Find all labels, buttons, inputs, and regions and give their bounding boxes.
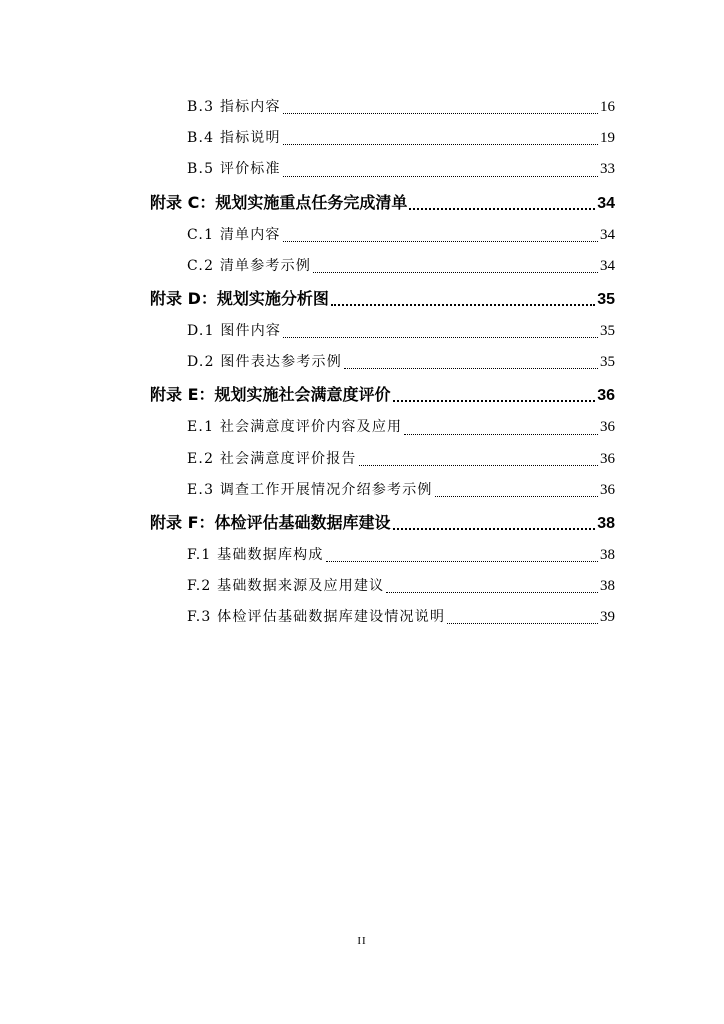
dot-leader bbox=[283, 144, 598, 145]
toc-entry[interactable] bbox=[150, 123, 615, 154]
toc-entry[interactable] bbox=[150, 251, 615, 282]
toc-entry-title: D.1 图件内容 bbox=[187, 322, 282, 339]
toc-section-title: 附录 E：规划实施社会满意度评价 bbox=[150, 385, 391, 405]
page-number: II bbox=[357, 935, 367, 947]
dot-leader bbox=[435, 496, 598, 497]
toc-entry-page: 35 bbox=[600, 354, 615, 371]
dot-leader bbox=[447, 623, 598, 624]
toc-entry-title: B.3 指标内容 bbox=[187, 99, 281, 115]
toc-section[interactable] bbox=[150, 506, 615, 540]
toc-entry-title: E.2 社会满意度评价报告 bbox=[187, 450, 357, 467]
toc-entry-title: E.3 调查工作开展情况介绍参考示例 bbox=[187, 481, 433, 498]
toc-entry-page: 34 bbox=[600, 257, 615, 274]
dot-leader bbox=[404, 434, 598, 435]
dot-leader bbox=[393, 400, 596, 402]
toc-section-page: 36 bbox=[597, 387, 615, 405]
dot-leader bbox=[409, 208, 595, 210]
toc-entry-page: 36 bbox=[600, 481, 615, 498]
toc-section-title: 附录 D：规划实施分析图 bbox=[150, 288, 329, 308]
toc-entry[interactable] bbox=[150, 92, 615, 123]
toc-entry[interactable] bbox=[150, 571, 615, 602]
toc-entry-page: 34 bbox=[600, 226, 615, 243]
toc-section-page: 35 bbox=[597, 290, 615, 308]
toc-entry-title: B.5 评价标准 bbox=[187, 161, 281, 178]
dot-leader bbox=[283, 113, 598, 114]
toc-entry[interactable] bbox=[150, 347, 615, 378]
toc-entry-title: C.1 清单内容 bbox=[187, 226, 281, 243]
dot-leader bbox=[331, 304, 595, 306]
toc-entry[interactable] bbox=[150, 220, 615, 251]
toc-section-title: 附录 F：体检评估基础数据库建设 bbox=[150, 512, 391, 532]
toc-entry-page: 39 bbox=[600, 609, 615, 626]
dot-leader bbox=[386, 592, 598, 593]
dot-leader bbox=[393, 528, 596, 530]
dot-leader bbox=[283, 241, 598, 242]
toc-entry-title: E.1 社会满意度评价内容及应用 bbox=[187, 419, 403, 436]
toc-entry-title: C.2 清单参考示例 bbox=[187, 257, 312, 274]
toc-entry-page: 35 bbox=[600, 322, 615, 339]
toc-entry-page: 38 bbox=[600, 578, 615, 595]
toc-entry[interactable] bbox=[150, 475, 615, 506]
toc-entry-page: 33 bbox=[600, 161, 615, 178]
dot-leader bbox=[283, 176, 598, 177]
toc-section-page: 38 bbox=[597, 514, 615, 532]
toc-section[interactable] bbox=[150, 378, 615, 412]
toc-entry[interactable] bbox=[150, 154, 615, 185]
toc-section-title: 附录 C：规划实施重点任务完成清单 bbox=[150, 192, 408, 212]
table-of-contents bbox=[150, 92, 615, 633]
toc-section-page: 34 bbox=[597, 194, 615, 212]
dot-leader bbox=[326, 561, 598, 562]
toc-entry[interactable] bbox=[150, 602, 615, 633]
toc-entry-page: 19 bbox=[600, 130, 615, 147]
toc-section[interactable] bbox=[150, 186, 615, 220]
dot-leader bbox=[313, 272, 598, 273]
toc-entry[interactable] bbox=[150, 540, 615, 571]
toc-entry-title: F.1 基础数据库构成 bbox=[187, 546, 324, 563]
dot-leader bbox=[344, 368, 598, 369]
toc-entry-page: 38 bbox=[600, 546, 615, 563]
toc-entry-title: F.3 体检评估基础数据库建设情况说明 bbox=[187, 609, 446, 626]
toc-entry-title: B.4 指标说明 bbox=[187, 130, 281, 147]
toc-entry[interactable] bbox=[150, 412, 615, 443]
toc-entry-page: 36 bbox=[600, 450, 615, 467]
dot-leader bbox=[283, 337, 598, 338]
toc-entry-page: 16 bbox=[600, 99, 615, 115]
toc-entry[interactable] bbox=[150, 444, 615, 475]
dot-leader bbox=[359, 465, 598, 466]
toc-entry-title: D.2 图件表达参考示例 bbox=[187, 354, 342, 371]
toc-entry-page: 36 bbox=[600, 419, 615, 436]
toc-entry-title: F.2 基础数据来源及应用建议 bbox=[187, 578, 385, 595]
toc-section[interactable] bbox=[150, 282, 615, 316]
toc-entry[interactable] bbox=[150, 316, 615, 347]
